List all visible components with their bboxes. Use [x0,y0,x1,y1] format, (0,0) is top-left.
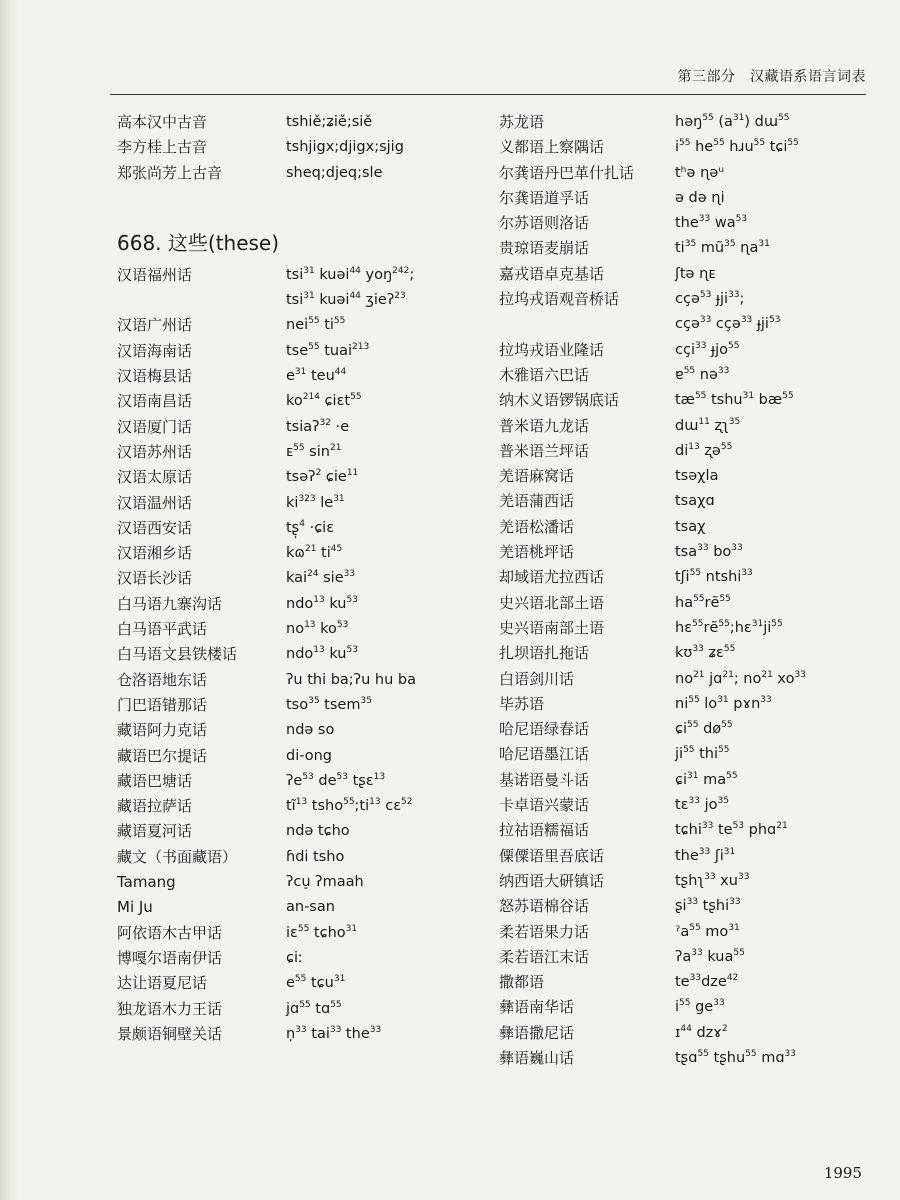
list-item [499,439,877,464]
dialect-name: 苏龙语 [499,113,545,131]
list-item [117,668,493,693]
phonetic-form: tshjigx;djigx;sjig [286,139,404,156]
phonetic-form: tsəʔ$^2$ ɕie$^{11}$ [286,468,359,486]
dialect-name: 羌语麻窝话 [499,467,575,486]
list-item [117,313,493,338]
list-item [117,389,493,414]
dialect-name: 藏语拉萨话 [117,797,193,816]
dialect-name: 尔龚语道孚话 [499,188,590,207]
phonetic-form: tsi$^{31}$ kuəi$^{44}$ yoŋ$^{242}$; [286,265,415,283]
phonetic-form: tshiě;ʑiě;siě [286,114,373,130]
list-item [499,945,877,970]
phonetic-form: cçə$^{33}$ cçə$^{33}$ ɟji$^{53}$ [675,315,781,333]
list-item [499,565,877,590]
dialect-name: 木雅语六巴话 [499,365,590,384]
dialect-name: 普米语九龙话 [499,416,590,435]
phonetic-form: ndə so [286,722,335,739]
phonetic-form: tsaχ [675,518,706,535]
list-item [117,288,493,313]
right-column [499,110,877,1071]
phonetic-form: ʃtə ɳᴇ [675,265,716,282]
dialect-name: 纳木义语锣锅底话 [499,391,620,410]
phonetic-form: $e^{31}$ teu$^{44}$ [286,367,347,385]
list-item [117,263,493,288]
list-item [117,744,493,769]
dialect-name: 史兴语南部土语 [499,618,605,637]
phonetic-form: $ji^{55}$ thi$^{55}$ [675,745,730,763]
phonetic-form: $ki^{323}$ $le^{31}$ [286,493,345,511]
dialect-name: 哈尼语墨江话 [499,745,590,764]
list-item [117,921,493,946]
phonetic-form: sheq;djeq;sle [286,164,383,181]
list-item [499,894,877,919]
list-item [499,110,877,135]
dialect-name: 郑张尚芳上古音 [117,163,223,182]
phonetic-form: ʂi$^{33}$ tʂhi$^{33}$ [675,897,741,915]
dialect-name: 毕苏语 [499,694,545,713]
list-item [117,693,493,718]
list-item [117,769,493,794]
dialect-name: 汉语梅县话 [117,367,193,386]
phonetic-form: tʃi$^{55}$ ntshi$^{33}$ [675,568,753,586]
phonetic-form: dɯ$^{11}$ ʐʅ$^{35}$ [675,416,741,434]
phonetic-form: tɕhi$^{33}$ $te^{53}$ phɑ$^{21}$ [675,821,788,839]
dialect-name: 达让语夏尼话 [117,974,208,993]
phonetic-form: $ko^{214}$ ɕiɛt$^{55}$ [286,392,362,410]
list-item [499,920,877,945]
header-rule [110,94,866,95]
list-item [499,970,877,995]
phonetic-form: tʂhʅ$^{33}$ $xu^{33}$ [675,871,750,889]
phonetic-form: ʔa$^{33}$ kua$^{55}$ [675,947,745,965]
list-item [499,1046,877,1071]
list-item [117,819,493,844]
list-item [499,135,877,160]
dialect-name: Tamang [117,873,176,892]
list-item [499,717,877,742]
list-item [499,591,877,616]
phonetic-form: ɕiː [286,949,303,966]
dialect-name: 傈僳语里吾底话 [499,846,605,865]
phonetic-form: $di^{13}$ ʐə$^{55}$ [675,441,733,459]
list-item [499,338,877,363]
list-item [499,818,877,843]
dialect-name: 李方桂上古音 [117,138,208,157]
dialect-name: 柔若语果力话 [499,922,590,941]
phonetic-form: ᴇ$^{55}$ $\sin^{21}$ [286,442,342,460]
list-item [499,1021,877,1046]
list-item [499,692,877,717]
dialect-name: 汉语南昌话 [117,392,193,411]
list-item [499,489,877,514]
dialect-name: 拉坞戎语观音桥话 [499,290,620,309]
dialect-name: 汉语温州话 [117,493,193,512]
list-item [499,186,877,211]
list-item [499,540,877,565]
phonetic-form: ʔu thi ba;ʔu hu ba [286,671,416,688]
dialect-name: 尔龚语丹巴革什扎话 [499,163,635,182]
list-item [499,616,877,641]
list-item [117,135,493,160]
phonetic-form: ɪ$^{44}$ dzɤ$^2$ [675,1023,728,1041]
list-item [499,287,877,312]
dialect-name: 普米语兰坪话 [499,441,590,460]
dialect-name: 独龙语木力王话 [117,999,223,1018]
dialect-name: 高本汉中古音 [117,113,208,131]
dialect-name: 汉语厦门话 [117,417,193,436]
dialect-name: 卡卓语兴蒙话 [499,796,590,815]
list-item [499,641,877,666]
list-item [117,997,493,1022]
dialect-name: 哈尼语绿春话 [499,720,590,739]
dialect-name: 撒都语 [499,973,545,992]
phonetic-form: cçi$^{33}$ ɟjo$^{55}$ [675,340,740,358]
dialect-name: 藏文（书面藏语） [117,847,238,866]
dialect-name: 基诺语曼斗话 [499,770,590,789]
dialect-name: 白语剑川话 [499,669,575,688]
phonetic-form: ɦdi tsho [286,848,345,865]
list-item [499,262,877,287]
phonetic-form: di-ong [286,747,332,764]
phonetic-form: $no^{13}$ $ko^{53}$ [286,620,349,638]
list-item [499,515,877,540]
phonetic-form: ndə tɕho [286,823,350,840]
list-item [117,415,493,440]
list-item [117,895,493,920]
dialect-name: 汉语福州话 [117,265,193,284]
list-item [117,491,493,516]
dialect-name: 藏语巴尔提话 [117,746,208,765]
dialect-name: 汉语湘乡话 [117,544,193,563]
phonetic-form: kʊ$^{33}$ ʑɛ$^{55}$ [675,644,736,662]
dialect-name: 贵琼语麦崩话 [499,239,590,258]
dialect-name: 阿依语木古甲话 [117,923,223,942]
dialect-name: 汉语长沙话 [117,569,193,588]
dialect-name: 拉坞戎语业隆话 [499,340,605,359]
list-item [499,844,877,869]
dialect-name: 白马语平武话 [117,620,208,639]
dialect-name: 白马语文县铁楼话 [117,645,238,664]
list-item [117,161,493,186]
list-item [117,364,493,389]
phonetic-form: $i^{55}$ $ge^{33}$ [675,998,725,1016]
dialect-name: 藏语巴塘话 [117,771,193,790]
dialect-name: 彝语巍山话 [499,1048,575,1067]
list-item [117,566,493,591]
dialect-name: 彝语撒尼话 [499,1023,575,1042]
phonetic-form: $ni^{55}$ $lo^{31}$ pɤn$^{33}$ [675,694,772,712]
list-item [499,768,877,793]
phonetic-form: tsi$^{31}$ kuəi$^{44}$ ʒieʔ$^{23}$ [286,291,406,309]
dialect-name: 藏语阿力克话 [117,721,208,740]
phonetic-form: $tæ^{55}$ tshu$^{31}$ $bæ^{55}$ [675,391,794,409]
phonetic-form: the$^{33}$ ʃi$^{31}$ [675,846,736,864]
list-item [117,541,493,566]
dialect-name: 博嘎尔语南伊话 [117,948,223,967]
list-item [499,236,877,261]
phonetic-form: tɛ$^{33}$ $jo^{35}$ [675,796,729,814]
section-gap [117,186,493,229]
section-heading [117,229,493,257]
list-item [499,161,877,186]
dialect-name: 羌语松潘话 [499,517,575,536]
list-item [499,869,877,894]
list-item [117,465,493,490]
list-item [499,742,877,767]
list-item [499,464,877,489]
dialect-name: 羌语桃坪话 [499,543,575,562]
dialect-name: 藏语夏河话 [117,822,193,841]
list-item [117,440,493,465]
phonetic-form: iɛ$^{55}$ tɕho$^{31}$ [286,923,358,941]
phonetic-form: tʂ̩$^4$ ·ɕiɛ [286,518,335,536]
list-item [499,995,877,1020]
dialect-name: 怒苏语棉谷话 [499,897,590,916]
phonetic-form: həŋ$^{55}$ $(a^{31})$ dɯ$^{55}$ [675,113,790,130]
page-number: 1995 [823,1164,862,1182]
dialect-name: 尔苏语则洛话 [499,214,590,233]
dialect-name: 景颇语铜壁关话 [117,1024,223,1043]
phonetic-form: ɕi$^{31}$ $ma^{55}$ [675,770,738,788]
dialect-name: 史兴语北部土语 [499,593,605,612]
phonetic-form: tsiaʔ$^{32}$ ·e [286,417,350,435]
phonetic-form: jɑ$^{55}$ tɑ$^{55}$ [286,999,342,1017]
list-item [499,667,877,692]
list-item [117,1022,493,1047]
dialect-name: Mi Ju [117,898,153,917]
list-item [117,339,493,364]
dialect-name: 汉语太原话 [117,468,193,487]
phonetic-form: $hɛ^{55}rẽ^{55};hɛ^{31}ji^{55}$ [675,618,783,636]
dialect-name: 柔若语江末话 [499,947,590,966]
list-item [117,971,493,996]
dialect-name: 扎坝语扎拖话 [499,644,590,663]
list-item [117,946,493,971]
phonetic-form: ɐ$^{55}$ nə$^{33}$ [675,365,730,383]
list-item [117,592,493,617]
list-item [499,211,877,236]
dialect-name: 嘉戎语卓克基话 [499,264,605,283]
list-item [117,110,493,135]
phonetic-form: tʂɑ$^{55}$ tʂhu$^{55}$ mɑ$^{33}$ [675,1048,796,1066]
list-item [117,718,493,743]
dialect-name: 义都语上察隅话 [499,138,605,157]
word-list-columns [117,110,877,1130]
phonetic-form: tsaχɑ [675,493,715,510]
list-item [499,793,877,818]
dialect-name: 仓洛语地东话 [117,670,208,689]
phonetic-form: n̩$^{33}$ tai$^{33}$ the$^{33}$ [286,1024,382,1042]
dialect-name: 彝语南华话 [499,998,575,1017]
phonetic-form: ʔcu̠ ʔmaah [286,874,364,891]
phonetic-form: $i^{55}$ $he^{55}$ hɹu$^{55}$ tɕi$^{55}$ [675,138,799,156]
phonetic-form: the$^{33}$ $wa^{53}$ [675,214,748,232]
phonetic-form: ˀa$^{55}$ $mo^{31}$ [675,922,740,940]
dialect-name: 汉语苏州话 [117,442,193,461]
phonetic-form: $e^{55}$ tɕu$^{31}$ [286,974,346,992]
list-item [117,642,493,667]
section-number: 668. [117,230,162,255]
phonetic-form: nei$^{55}$ $ti^{55}$ [286,316,346,334]
dialect-name: 汉语海南话 [117,341,193,360]
running-header: 第三部分 汉藏语系语言词表 [677,69,866,85]
left-entries [117,263,493,1047]
phonetic-form: tsa$^{33}$ $bo^{33}$ [675,543,743,561]
list-item [499,414,877,439]
phonetic-form: ndo$^{13}$ $ku^{53}$ [286,594,358,612]
dialect-name: 汉语西安话 [117,518,193,537]
phonetic-form: cçə$^{53}$ ɟji$^{33}$; [675,290,745,308]
page-binding-edge [0,0,18,1200]
phonetic-form: $te^{33}dze^{42}$ [675,973,739,991]
list-item [499,388,877,413]
phonetic-form: ɕi$^{55}$ $dø^{55}$ [675,720,733,738]
dialect-name: 门巴语错那话 [117,695,208,714]
list-item [117,794,493,819]
dialect-name: 却域语尤拉西话 [499,568,605,587]
phonetic-form: kai$^{24}$ sie$^{33}$ [286,569,356,587]
left-column [117,110,493,1047]
phonetic-form: $no^{21}$ jɑ$^{21}$; $no^{21}$ $xo^{33}$ [675,669,806,687]
phonetic-form: tso$^{35}$ tsem$^{35}$ [286,695,372,713]
dialect-name: 汉语广州话 [117,316,193,335]
phonetic-form: tse$^{55}$ tuai$^{213}$ [286,341,370,359]
phonetic-form: kɷ$^{21}$ $ti^{45}$ [286,544,343,562]
list-item [117,870,493,895]
right-entries [499,110,877,1071]
phonetic-form: an-san [286,899,335,916]
dialect-name: 白马语九寨沟话 [117,594,223,613]
dialect-name: 纳西语大研镇话 [499,871,605,890]
phonetic-form: ʔe$^{53}$ $de^{53}$ tʂɛ$^{13}$ [286,771,386,789]
section-title: 这些(these) [167,230,280,255]
list-item [117,617,493,642]
phonetic-form: tʰə ɳəᵘ [675,164,725,181]
phonetic-form: $ha^{55}rẽ^{55}$ [675,593,731,611]
phonetic-form: $ti^{35}$ $mũ^{35}$ ɳa$^{31}$ [675,239,770,257]
dialect-name: 羌语蒲西话 [499,492,575,511]
phonetic-form: ndo$^{13}$ $ku^{53}$ [286,645,358,663]
phonetic-form: ə də ɳi [675,189,725,206]
list-item [117,845,493,870]
phonetic-form: tsəχla [675,468,719,485]
dialect-name: 拉祜语糯福话 [499,821,590,840]
list-item [499,363,877,388]
top-left-entries [117,110,493,186]
list-item [117,516,493,541]
list-item [499,312,877,337]
phonetic-form: $tĩ^{13}$ $tsho^{55};ti^{13}$ cɛ$^{52}$ [286,797,413,815]
